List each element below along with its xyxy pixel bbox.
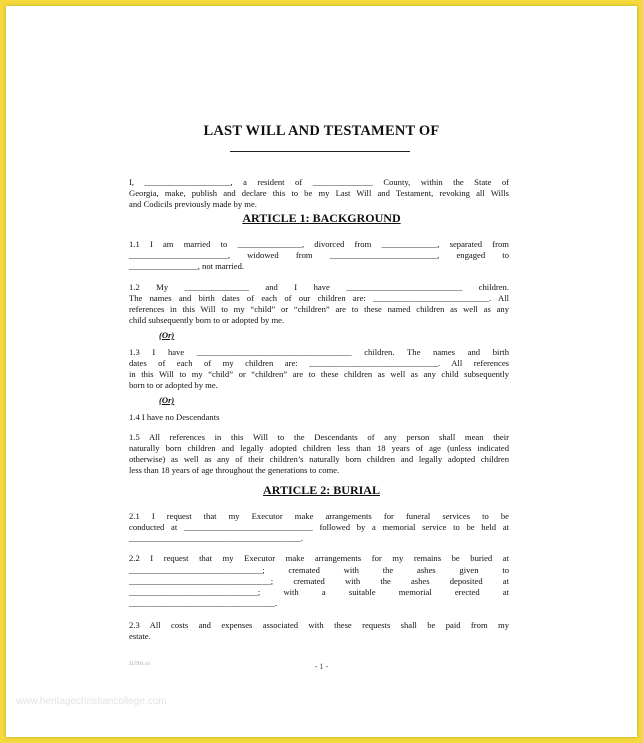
section-1-2-line-2: The names and birth dates of each of our children are: ___________________________. All [129, 293, 509, 303]
intro-line-2: Georgia, make, publish and declare this to be my Last Will and Testament, revoking all Wills [129, 188, 509, 198]
section-1-1-line-2: _______________________, widowed from _________________________, engaged to [129, 250, 509, 260]
section-1-1-line-3: ________________, not married. [129, 261, 245, 271]
section-2-2-line-4: ______________________________; with a suitable memorial erected at [129, 587, 509, 597]
section-1-3-line-3: in this Will to my “child” or “children” are to these children as well as any child subsequently [129, 369, 509, 379]
section-2-1-line-3: ________________________________________. [129, 533, 304, 543]
section-1-1-line-1: 1.1 I am married to _______________, divorced from _____________, separated from [129, 239, 509, 249]
section-1-3-line-1: 1.3 I have ____________________________________ children. The names and birth [129, 347, 509, 357]
section-1-2-line-4: child subsequently born to or adopted by me. [129, 315, 285, 325]
section-2-2-line-2: _______________________________; cremated with the ashes given to [129, 565, 509, 575]
section-1-5-line-3: otherwise) as well as any of their children’s naturally born children and legally adopted children [129, 454, 509, 464]
section-1-2-line-3: references in this Will to my “child” or “children” are to these named children as well as any [129, 304, 509, 314]
section-2-3-line-2: estate. [129, 631, 151, 641]
section-1-3-line-4: born to or adopted by me. [129, 380, 218, 390]
section-1-5-line-4: less than 18 years of age throughout the generations to come. [129, 465, 340, 475]
article-1-heading: ARTICLE 1: BACKGROUND [242, 211, 401, 225]
section-1-3-line-2: dates of each of my children are: ______________________________. All references [129, 358, 509, 368]
intro-line-3: and Codicils previously made by me. [129, 199, 257, 209]
section-1-5-line-1: 1.5 All references in this Will to the Descendants of any person shall mean their [129, 432, 509, 442]
intro-line-1: I, ____________________, a resident of ______________ County, within the State of [129, 177, 509, 187]
section-2-3-line-1: 2.3 All costs and expenses associated with these requests shall be paid from my [129, 620, 509, 630]
section-2-2-line-3: _________________________________; cremated with the ashes deposited at [129, 576, 509, 586]
section-1-2-line-1: 1.2 My _______________ and I have ___________________________ children. [129, 282, 509, 292]
or-connector-2: (Or) [159, 395, 175, 405]
document-page [6, 6, 637, 737]
section-2-2-line-5: __________________________________. [129, 598, 278, 608]
section-1-4: 1.4 I have no Descendants [129, 412, 220, 422]
section-1-5-line-2: naturally born children and legally adopted children less than 18 years of age (unless indicated [129, 443, 509, 453]
document-title: LAST WILL AND TESTAMENT OF [203, 123, 440, 139]
document-code: 217931.v1 [129, 662, 151, 667]
section-2-2-line-1: 2.2 I request that my Executor make arrangements for my remains be buried at [129, 553, 509, 563]
page-number: - 1 - [314, 662, 329, 671]
or-connector-1: (Or) [159, 330, 175, 340]
section-2-1-line-1: 2.1 I request that my Executor make arrangements for funeral services to be [129, 511, 509, 521]
watermark: www.heritagechristiancollege.com [16, 696, 167, 707]
testator-name-line [230, 151, 410, 152]
section-2-1-line-2: conducted at ______________________________ followed by a memorial service to be held at [129, 522, 509, 532]
article-2-heading: ARTICLE 2: BURIAL [263, 483, 380, 497]
